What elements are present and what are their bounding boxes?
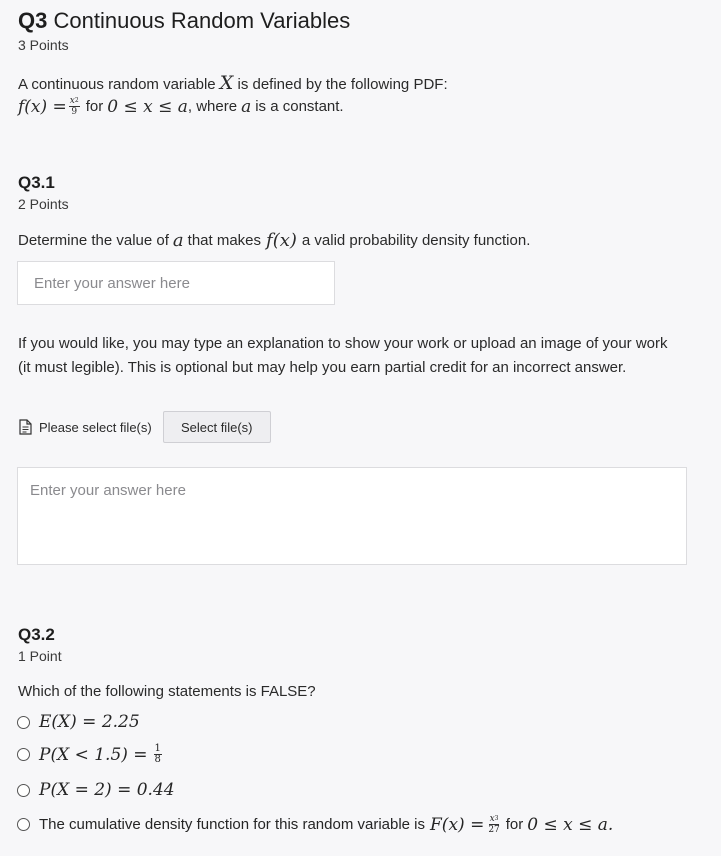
document-icon — [18, 419, 33, 435]
radio-option-4[interactable] — [17, 818, 30, 831]
radio-option-3[interactable] — [17, 784, 30, 797]
q32-prompt: Which of the following statements is FALSE? — [18, 683, 316, 700]
q32-title: Q3.2 — [18, 625, 55, 644]
q32-option-3[interactable] — [17, 780, 175, 800]
pdf-definition: f(x) = $\frac{x^2}{9}$ for 0 ≤ x ≤ a , where a is a constant. — [18, 96, 344, 117]
q32-option-2[interactable] — [17, 744, 164, 765]
file-upload-row — [18, 411, 271, 443]
option-2-label: P(X < 1.5) = — [39, 744, 148, 765]
option-4-text: The cumulative density function for this random variable is — [39, 816, 426, 833]
question-title-text: Continuous Random Variables — [53, 8, 351, 33]
q31-points: 2 Points — [18, 196, 69, 212]
option-2-fraction: $\frac{1}{8}$ — [154, 743, 161, 765]
q31-explanation-text: If you would like, you may type an explanation to show your work or upload an image of your work (it must legible). This is optional but may help you earn partial credit for an incorrect answer. — [18, 335, 668, 376]
option-4-cdf: F(x) = — [430, 814, 485, 835]
pdf-fraction: $\frac{x^2}{9}$ — [69, 96, 79, 117]
option-3-label: P(X = 2) = 0.44 — [39, 780, 175, 800]
option-4-range: 0 ≤ x ≤ a. — [527, 814, 614, 835]
pdf-range: 0 ≤ x ≤ a — [107, 96, 188, 117]
radio-option-2[interactable] — [17, 748, 30, 761]
radio-option-1[interactable] — [17, 716, 30, 729]
q31-explanation-input[interactable] — [18, 468, 686, 564]
q31-explanation-box — [17, 467, 687, 565]
q31-title: Q3.1 — [18, 173, 55, 192]
q31-prompt: Determine the value of a that makes f(x) a valid probability density function. — [18, 230, 531, 251]
option-1-label: E(X) = 2.25 — [39, 712, 140, 732]
select-files-button[interactable]: Select file(s) — [163, 411, 271, 443]
q31-answer-input[interactable] — [18, 262, 334, 304]
q32-points: 1 Point — [18, 648, 62, 664]
question-points: 3 Points — [18, 37, 69, 53]
intro-text: A continuous random variable X is defined by the following PDF: — [18, 72, 448, 94]
q32-option-1[interactable] — [17, 712, 140, 732]
question-title — [18, 8, 350, 34]
file-label: Please select file(s) — [39, 419, 152, 435]
pdf-lhs: f(x) = — [18, 96, 67, 117]
question-number: Q3 — [18, 8, 48, 33]
q32-option-4[interactable]: The cumulative density function for this random variable is F(x) = $\frac{x^3}{27}$ for 0 ≤ x ≤ a. — [17, 814, 613, 835]
q31-answer-box — [17, 261, 335, 305]
var-x: X — [219, 72, 234, 94]
option-4-fraction: $\frac{x^3}{27}$ — [488, 814, 500, 835]
